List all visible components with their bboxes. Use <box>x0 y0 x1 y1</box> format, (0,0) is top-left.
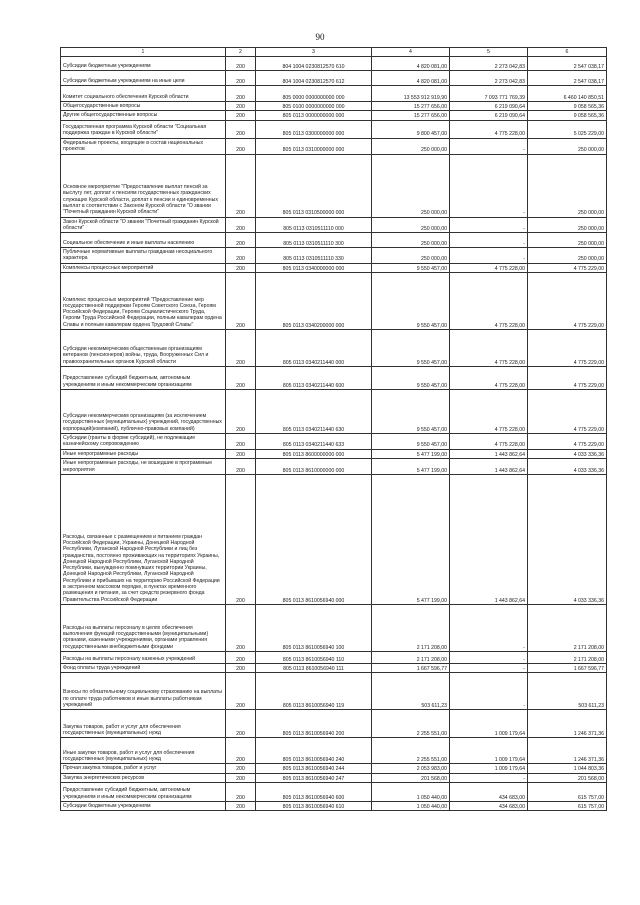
table-row <box>61 57 607 71</box>
row-executed-amount: - <box>450 217 528 233</box>
row-name: Субсидии бюджетным учреждениям <box>61 57 226 71</box>
row-classification-code: 805 0113 8610056940 200 <box>256 710 372 738</box>
table-row <box>61 102 607 111</box>
row-approved-amount: 201 568,00 <box>372 773 450 782</box>
table-row <box>61 263 607 272</box>
row-unexecuted-amount: 4 775 229,00 <box>528 273 607 330</box>
row-code: 200 <box>226 367 256 390</box>
row-unexecuted-amount: 250 000,00 <box>528 154 607 217</box>
row-approved-amount: 250 000,00 <box>372 217 450 233</box>
row-unexecuted-amount: 250 000,00 <box>528 248 607 264</box>
header-cell: 2 <box>226 48 256 57</box>
row-code: 200 <box>226 458 256 474</box>
row-executed-amount: 434 683,00 <box>450 782 528 801</box>
row-code: 200 <box>226 102 256 111</box>
row-name: Комплекс процессных мероприятий "Предоставление мер государственной поддержки Героям Советского Союза, Героям Российской Федерации, Героям Социалистического Труда, Героям Труда Российской Федерации, полным кавалерам ордена Славы и полным кавалерам ордена Трудовой Славы" <box>61 273 226 330</box>
row-name: Иные закупки товаров, работ и услуг для обеспечения государственных (муниципальных) нужд <box>61 738 226 764</box>
row-executed-amount: - <box>450 673 528 710</box>
row-name: Предоставление субсидий бюджетным, автономным учреждениям и иным некоммерческим организациям <box>61 782 226 801</box>
row-code: 200 <box>226 330 256 367</box>
row-classification-code: 804 1004 0230812570 610 <box>256 57 372 71</box>
table-row <box>61 663 607 672</box>
row-classification-code: 805 0113 8610056940 244 <box>256 764 372 773</box>
row-approved-amount: 1 050 440,00 <box>372 801 450 810</box>
row-executed-amount: 2 273 042,83 <box>450 57 528 71</box>
row-name: Федеральные проекты, входящие в состав национальных проектов <box>61 138 226 154</box>
row-classification-code: 805 0113 0300000000 000 <box>256 120 372 138</box>
header-cell: 4 <box>372 48 450 57</box>
row-executed-amount: 6 219 090,64 <box>450 111 528 120</box>
row-classification-code: 805 0113 0000000000 000 <box>256 111 372 120</box>
row-unexecuted-amount: 615 757,00 <box>528 801 607 810</box>
row-executed-amount: - <box>450 154 528 217</box>
table-row <box>61 86 607 102</box>
budget-table <box>60 47 607 811</box>
row-approved-amount: 9 550 457,00 <box>372 263 450 272</box>
row-code: 200 <box>226 154 256 217</box>
row-code: 200 <box>226 71 256 86</box>
row-classification-code: 805 0113 8610056940 247 <box>256 773 372 782</box>
row-unexecuted-amount: 9 058 565,36 <box>528 111 607 120</box>
row-classification-code: 805 0113 0340211440 633 <box>256 434 372 450</box>
row-executed-amount: - <box>450 138 528 154</box>
row-unexecuted-amount: 250 000,00 <box>528 233 607 248</box>
table-row <box>61 217 607 233</box>
row-approved-amount: 5 477 199,00 <box>372 458 450 474</box>
row-approved-amount: 5 477 199,00 <box>372 449 450 458</box>
row-code: 200 <box>226 782 256 801</box>
row-unexecuted-amount: 4 775 229,00 <box>528 434 607 450</box>
row-approved-amount: 2 053 983,00 <box>372 764 450 773</box>
row-code: 200 <box>226 111 256 120</box>
row-name: Фонд оплаты труда учреждений <box>61 663 226 672</box>
row-classification-code: 805 0113 0310511110 330 <box>256 248 372 264</box>
row-executed-amount: - <box>450 651 528 663</box>
row-classification-code: 804 1004 0230812570 612 <box>256 71 372 86</box>
row-code: 200 <box>226 233 256 248</box>
row-classification-code: 805 0113 0340211440 000 <box>256 330 372 367</box>
row-classification-code: 805 0113 8610056940 610 <box>256 801 372 810</box>
row-code: 200 <box>226 434 256 450</box>
row-approved-amount: 15 277 656,00 <box>372 111 450 120</box>
row-code: 200 <box>226 710 256 738</box>
row-executed-amount: 434 683,00 <box>450 801 528 810</box>
row-approved-amount: 5 477 199,00 <box>372 474 450 604</box>
row-unexecuted-amount: 4 033 336,36 <box>528 458 607 474</box>
row-executed-amount: 6 219 090,64 <box>450 102 528 111</box>
table-row <box>61 390 607 434</box>
row-classification-code: 805 0113 0340000000 000 <box>256 263 372 272</box>
row-name: Социальное обеспечение и иные выплаты населению <box>61 233 226 248</box>
row-name: Публичные нормативные выплаты гражданам несоциального характера <box>61 248 226 264</box>
row-name: Основное мероприятие "Предоставление выплат пенсий за выслугу лет, доплат к пенсиям государственных гражданских служащих Курской области, доплат к пенсии и единовременных выплат в соответствии с Законом Курской области "О звании "Почетный гражданин Курской области" <box>61 154 226 217</box>
row-executed-amount: 4 775 228,00 <box>450 390 528 434</box>
row-approved-amount: 1 050 440,00 <box>372 782 450 801</box>
row-executed-amount: 4 775 228,00 <box>450 263 528 272</box>
row-code: 200 <box>226 263 256 272</box>
row-name: Другие общегосударственные вопросы <box>61 111 226 120</box>
row-unexecuted-amount: 2 547 038,17 <box>528 57 607 71</box>
budget-table-body <box>61 48 607 811</box>
table-row <box>61 367 607 390</box>
row-code: 200 <box>226 390 256 434</box>
row-executed-amount: 4 775 228,00 <box>450 273 528 330</box>
row-unexecuted-amount: 503 611,23 <box>528 673 607 710</box>
row-code: 200 <box>226 764 256 773</box>
row-approved-amount: 4 820 081,00 <box>372 71 450 86</box>
row-unexecuted-amount: 4 033 336,36 <box>528 449 607 458</box>
table-row <box>61 710 607 738</box>
row-code: 200 <box>226 138 256 154</box>
row-name: Субсидии некоммерческим организациям (за исключением государственных (муниципальных) учреждений, государственных корпораций(компаний), публично-правовых компаний) <box>61 390 226 434</box>
row-code: 200 <box>226 604 256 651</box>
row-classification-code: 805 0113 8610056940 240 <box>256 738 372 764</box>
row-classification-code: 805 0000 0000000000 000 <box>256 86 372 102</box>
row-approved-amount: 2 255 551,00 <box>372 738 450 764</box>
row-executed-amount: - <box>450 663 528 672</box>
row-approved-amount: 15 277 656,00 <box>372 102 450 111</box>
row-approved-amount: 250 000,00 <box>372 233 450 248</box>
row-unexecuted-amount: 5 025 229,00 <box>528 120 607 138</box>
row-unexecuted-amount: 1 246 371,36 <box>528 738 607 764</box>
row-name: Общегосударственные вопросы <box>61 102 226 111</box>
row-classification-code: 805 0113 8610000000 000 <box>256 458 372 474</box>
table-row <box>61 248 607 264</box>
row-classification-code: 805 0113 8600000000 000 <box>256 449 372 458</box>
row-executed-amount: - <box>450 773 528 782</box>
row-approved-amount: 503 611,23 <box>372 673 450 710</box>
table-row <box>61 138 607 154</box>
row-approved-amount: 9 550 457,00 <box>372 330 450 367</box>
table-row <box>61 738 607 764</box>
row-approved-amount: 2 171 208,00 <box>372 604 450 651</box>
row-approved-amount: 9 550 457,00 <box>372 390 450 434</box>
row-executed-amount: - <box>450 248 528 264</box>
row-code: 200 <box>226 273 256 330</box>
row-classification-code: 805 0113 8610056940 119 <box>256 673 372 710</box>
table-row <box>61 801 607 810</box>
row-approved-amount: 9 550 457,00 <box>372 434 450 450</box>
row-name: Закупка товаров, работ и услуг для обеспечения государственных (муниципальных) нужд <box>61 710 226 738</box>
row-unexecuted-amount: 250 000,00 <box>528 138 607 154</box>
table-header-row <box>61 48 607 57</box>
header-cell: 3 <box>256 48 372 57</box>
row-name: Субсидии бюджетным учреждениям <box>61 801 226 810</box>
row-executed-amount: 1 009 179,64 <box>450 764 528 773</box>
row-unexecuted-amount: 1 667 596,77 <box>528 663 607 672</box>
row-unexecuted-amount: 1 044 803,36 <box>528 764 607 773</box>
row-unexecuted-amount: 4 033 336,36 <box>528 474 607 604</box>
table-row <box>61 449 607 458</box>
row-code: 200 <box>226 474 256 604</box>
header-cell: 1 <box>61 48 226 57</box>
row-unexecuted-amount: 6 460 140 850,51 <box>528 86 607 102</box>
row-code: 200 <box>226 738 256 764</box>
row-approved-amount: 2 171 208,00 <box>372 651 450 663</box>
row-approved-amount: 250 000,00 <box>372 248 450 264</box>
row-executed-amount: 1 443 862,64 <box>450 458 528 474</box>
header-cell: 6 <box>528 48 607 57</box>
row-name: Субсидии (гранты в форме субсидий), не подлежащие казначейскому сопровождению <box>61 434 226 450</box>
table-row <box>61 434 607 450</box>
table-row <box>61 474 607 604</box>
row-executed-amount: 4 775 228,00 <box>450 330 528 367</box>
page-number: 90 <box>315 32 325 42</box>
table-row <box>61 233 607 248</box>
row-unexecuted-amount: 4 775 229,00 <box>528 263 607 272</box>
row-approved-amount: 9 800 457,00 <box>372 120 450 138</box>
table-row <box>61 604 607 651</box>
row-name: Расходы на выплаты персоналу казенных учреждений <box>61 651 226 663</box>
row-classification-code: 805 0113 8610056940 110 <box>256 651 372 663</box>
row-unexecuted-amount: 1 246 371,36 <box>528 710 607 738</box>
row-name: Комитет социального обеспечения Курской области <box>61 86 226 102</box>
row-classification-code: 805 0113 0310511110 300 <box>256 233 372 248</box>
table-row <box>61 773 607 782</box>
row-unexecuted-amount: 4 775 229,00 <box>528 390 607 434</box>
row-name: Субсидии некоммерческим общественным организациям ветеранов (пенсионеров) войны, труда, Вооруженных Сил и правоохранительных органов Курской области <box>61 330 226 367</box>
row-classification-code: 805 0113 8610056940 100 <box>256 604 372 651</box>
row-approved-amount: 1 667 596,77 <box>372 663 450 672</box>
row-code: 200 <box>226 673 256 710</box>
row-executed-amount: 1 009 179,64 <box>450 710 528 738</box>
row-classification-code: 805 0113 0340200000 000 <box>256 273 372 330</box>
row-classification-code: 805 0113 8610056940 000 <box>256 474 372 604</box>
row-approved-amount: 250 000,00 <box>372 138 450 154</box>
row-executed-amount: 4 775 228,00 <box>450 434 528 450</box>
table-row <box>61 71 607 86</box>
row-code: 200 <box>226 57 256 71</box>
table-row <box>61 154 607 217</box>
row-name: Иные непрограммные расходы <box>61 449 226 458</box>
row-unexecuted-amount: 4 775 229,00 <box>528 367 607 390</box>
row-name: Субсидии бюджетным учреждениям на иные цели <box>61 71 226 86</box>
row-code: 200 <box>226 248 256 264</box>
row-name: Расходы на выплаты персоналу в целях обеспечения выполнения функций государственными (муниципальными) органами, казенными учреждениями, органами управления государственными внебюджетными фондами <box>61 604 226 651</box>
row-unexecuted-amount: 4 775 229,00 <box>528 330 607 367</box>
row-code: 200 <box>226 449 256 458</box>
row-executed-amount: - <box>450 604 528 651</box>
row-classification-code: 805 0113 8610056940 111 <box>256 663 372 672</box>
row-code: 200 <box>226 801 256 810</box>
row-classification-code: 805 0113 0310500000 000 <box>256 154 372 217</box>
table-row <box>61 458 607 474</box>
row-code: 200 <box>226 651 256 663</box>
row-approved-amount: 9 550 457,00 <box>372 367 450 390</box>
row-name: Предоставление субсидий бюджетным, автономным учреждениям и иным некоммерческим организациям <box>61 367 226 390</box>
row-approved-amount: 9 550 457,00 <box>372 273 450 330</box>
row-approved-amount: 250 000,00 <box>372 154 450 217</box>
row-classification-code: 805 0113 0340211440 600 <box>256 367 372 390</box>
row-code: 200 <box>226 773 256 782</box>
row-code: 200 <box>226 217 256 233</box>
row-executed-amount: 2 273 042,83 <box>450 71 528 86</box>
row-unexecuted-amount: 2 171 208,00 <box>528 604 607 651</box>
row-classification-code: 805 0113 0310511110 000 <box>256 217 372 233</box>
row-unexecuted-amount: 201 568,00 <box>528 773 607 782</box>
table-row <box>61 111 607 120</box>
row-name: Иные непрограммные расходы, не вошедшие в программные мероприятия <box>61 458 226 474</box>
row-classification-code: 805 0113 0340211440 630 <box>256 390 372 434</box>
row-unexecuted-amount: 2 547 038,17 <box>528 71 607 86</box>
row-executed-amount: 1 443 862,64 <box>450 474 528 604</box>
row-approved-amount: 2 255 551,00 <box>372 710 450 738</box>
row-classification-code: 805 0100 0000000000 000 <box>256 102 372 111</box>
row-executed-amount: - <box>450 233 528 248</box>
row-name: Комплексы процессных мероприятий <box>61 263 226 272</box>
row-executed-amount: 7 093 771 769,39 <box>450 86 528 102</box>
table-row <box>61 651 607 663</box>
row-unexecuted-amount: 615 757,00 <box>528 782 607 801</box>
row-name: Взносы по обязательному социальному страхованию на выплаты по оплате труда работников и иные выплаты работникам учреждений <box>61 673 226 710</box>
row-executed-amount: 4 775 228,00 <box>450 367 528 390</box>
row-unexecuted-amount: 2 171 208,00 <box>528 651 607 663</box>
row-name: Прочая закупка товаров, работ и услуг <box>61 764 226 773</box>
table-row <box>61 273 607 330</box>
row-approved-amount: 4 820 081,00 <box>372 57 450 71</box>
header-cell: 5 <box>450 48 528 57</box>
row-code: 200 <box>226 663 256 672</box>
table-row <box>61 782 607 801</box>
row-executed-amount: 1 009 179,64 <box>450 738 528 764</box>
row-name: Расходы, связанные с размещением и питанием граждан Российской Федерации, Украины, Донецкой Народной Республики, Луганской Народной Республики и лиц без гражданства, постоянно проживающих на территориях Украины, Донецкой Народной Республики, Луганской Народной Республики, вынужденно покинувших территории Украины, Донецкой Народной Республики, Луганской Народной Республики и прибывших на территорию Российской Федерации в экстренном массовом порядке, в пунктах временного размещения и питания, за счет средств резервного фонда Правительства Российской Федерации <box>61 474 226 604</box>
row-name: Закупка энергетических ресурсов <box>61 773 226 782</box>
row-executed-amount: 1 443 862,64 <box>450 449 528 458</box>
table-row <box>61 330 607 367</box>
row-classification-code: 805 0113 8610056940 600 <box>256 782 372 801</box>
row-approved-amount: 13 553 912 919,90 <box>372 86 450 102</box>
row-unexecuted-amount: 9 058 565,36 <box>528 102 607 111</box>
row-code: 200 <box>226 86 256 102</box>
row-executed-amount: 4 775 228,00 <box>450 120 528 138</box>
row-classification-code: 805 0113 0310000000 000 <box>256 138 372 154</box>
row-code: 200 <box>226 120 256 138</box>
table-row <box>61 764 607 773</box>
table-row <box>61 120 607 138</box>
table-row <box>61 673 607 710</box>
row-name: Государственная программа Курской области "Социальная поддержка граждан в Курской области" <box>61 120 226 138</box>
row-name: Закон Курской области "О звании "Почетный гражданин Курской области" <box>61 217 226 233</box>
row-unexecuted-amount: 250 000,00 <box>528 217 607 233</box>
